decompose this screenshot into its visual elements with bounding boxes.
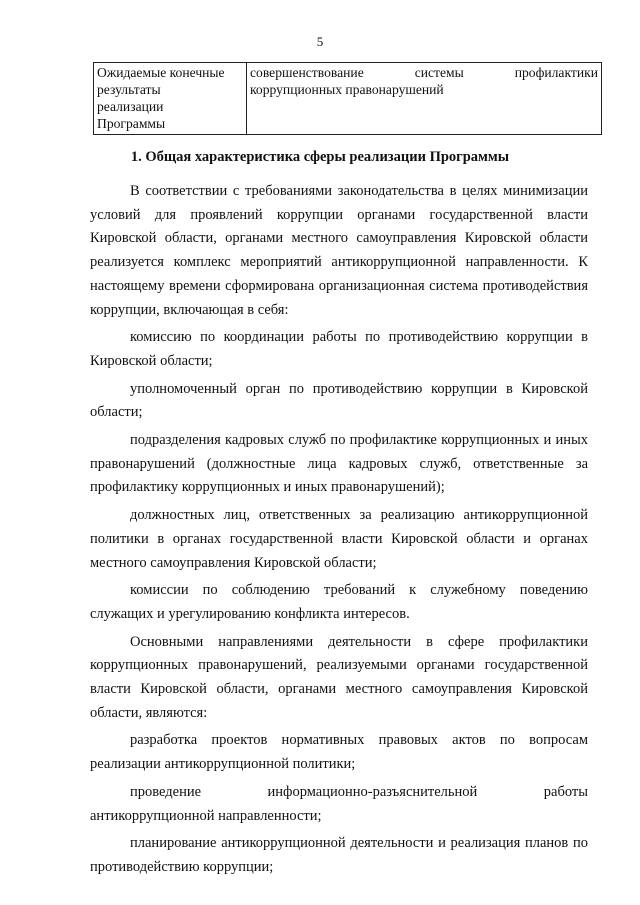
label-line: Программы bbox=[97, 116, 166, 131]
label-line: реализации bbox=[97, 99, 164, 114]
list-item: проведение информационно-разъяснительной работы антикоррупционной направленности; bbox=[90, 783, 588, 824]
list-item: комиссии по соблюдению требований к служебному поведению служащих и урегулированию конфликта интересов. bbox=[90, 582, 588, 622]
label-line: результаты bbox=[97, 82, 161, 97]
paragraph: В соответствии с требованиями законодательства в целях минимизации условий для проявлений коррупции органами государственной власти Кировской области, органами местного самоуправления Кировской области реализуется комплекс мероприятий антикоррупционной направленности. К настоящему времени сформирована организационная система противодействия коррупции, включающая в себя: bbox=[90, 183, 588, 318]
section-title: 1. Общая характеристика сферы реализации Программы bbox=[130, 149, 510, 165]
label-line: Ожидаемые конечные bbox=[97, 65, 225, 80]
table-row bbox=[94, 63, 602, 135]
paragraph: Основными направлениями деятельности в сфере профилактики коррупционных правонарушений, реализуемыми органами государственной власти Кировской области, органами местного самоуправления Кировской области, являются: bbox=[90, 633, 588, 721]
value-line: коррупционных правонарушений bbox=[250, 82, 444, 97]
page-number: 5 bbox=[316, 34, 324, 49]
list-item: планирование антикоррупционной деятельности и реализация планов по противодействию коррупции; bbox=[90, 835, 588, 875]
table-label-cell bbox=[94, 63, 247, 135]
list-item: комиссию по координации работы по противодействию коррупции в Кировской области; bbox=[90, 329, 588, 369]
list-item: уполномоченный орган по противодействию коррупции в Кировской области; bbox=[90, 380, 588, 421]
summary-table bbox=[93, 62, 602, 135]
table-value-cell bbox=[247, 63, 602, 135]
list-item: должностных лиц, ответственных за реализацию антикоррупционной политики в органах государственной власти Кировской области и органах местного самоуправления Кировской области; bbox=[90, 507, 588, 571]
list-item: подразделения кадровых служб по профилактике коррупционных и иных правонарушений (должностные лица кадровых служб, ответственные за профилактику коррупционных и иных правонарушений); bbox=[90, 432, 588, 496]
value-line: совершенствование системы профилактики bbox=[250, 65, 598, 80]
body-text bbox=[90, 180, 588, 880]
list-item: разработка проектов нормативных правовых актов по вопросам реализации антикоррупционной политики; bbox=[90, 732, 588, 773]
